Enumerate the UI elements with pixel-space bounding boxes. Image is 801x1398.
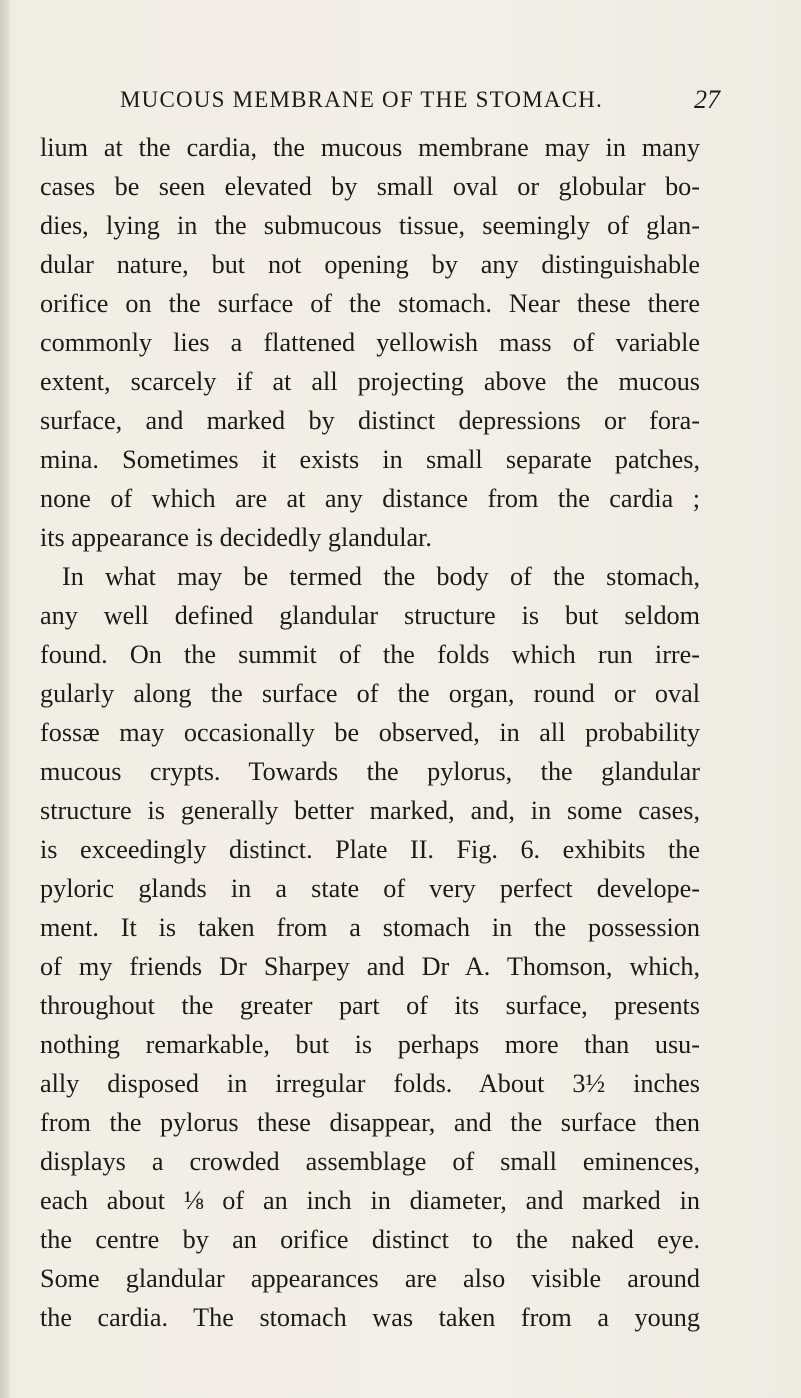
text-line: orifice on the surface of the stomach. Near these there	[40, 289, 700, 318]
text-line: gularly along the surface of the organ, round or oval	[40, 679, 700, 708]
text-line: found. On the summit of the folds which run irre-	[40, 640, 700, 669]
text-line: of my friends Dr Sharpey and Dr A. Thomson, which,	[40, 952, 700, 981]
text-line: the centre by an orifice distinct to the naked eye.	[40, 1225, 700, 1254]
text-line: is exceedingly distinct. Plate II. Fig. 6. exhibits the	[40, 835, 700, 864]
text-line: ment. It is taken from a stomach in the possession	[40, 913, 700, 942]
text-line: lium at the cardia, the mucous membrane may in many	[40, 133, 700, 162]
text-line: its appearance is decidedly glandular.	[40, 523, 432, 552]
text-line: any well defined glandular structure is but seldom	[40, 601, 700, 630]
text-line: Some glandular appearances are also visible around	[40, 1264, 700, 1293]
text-line: the cardia. The stomach was taken from a young	[40, 1303, 700, 1332]
text-line: mina. Sometimes it exists in small separate patches,	[40, 445, 700, 474]
text-line: displays a crowded assemblage of small eminences,	[40, 1147, 700, 1176]
text-line: fossæ may occasionally be observed, in all probability	[40, 718, 700, 747]
text-line: In what may be termed the body of the stomach,	[62, 562, 700, 591]
text-line: extent, scarcely if at all projecting above the mucous	[40, 367, 700, 396]
page-binding-edge	[0, 0, 10, 1398]
text-line: throughout the greater part of its surface, presents	[40, 991, 700, 1020]
text-line: commonly lies a flattened yellowish mass of variable	[40, 328, 700, 357]
text-line: ally disposed in irregular folds. About 3½ inches	[40, 1069, 700, 1098]
text-line: dies, lying in the submucous tissue, seemingly of glan-	[40, 211, 700, 240]
text-line: none of which are at any distance from the cardia ;	[40, 484, 700, 513]
text-line: nothing remarkable, but is perhaps more than usu-	[40, 1030, 700, 1059]
text-line: dular nature, but not opening by any distinguishable	[40, 250, 700, 279]
running-head: MUCOUS MEMBRANE OF THE STOMACH.	[120, 87, 604, 112]
text-line: mucous crypts. Towards the pylorus, the glandular	[40, 757, 700, 786]
text-line: structure is generally better marked, and, in some cases,	[40, 796, 700, 825]
text-line: cases be seen elevated by small oval or globular bo-	[40, 172, 700, 201]
body-text	[40, 128, 700, 1337]
page-number: 27	[694, 85, 720, 114]
text-line: each about ⅛ of an inch in diameter, and marked in	[40, 1186, 700, 1215]
page-header	[120, 82, 720, 118]
text-line: surface, and marked by distinct depressions or fora-	[40, 406, 700, 435]
text-line: from the pylorus these disappear, and the surface then	[40, 1108, 700, 1137]
text-line: pyloric glands in a state of very perfect develope-	[40, 874, 700, 903]
